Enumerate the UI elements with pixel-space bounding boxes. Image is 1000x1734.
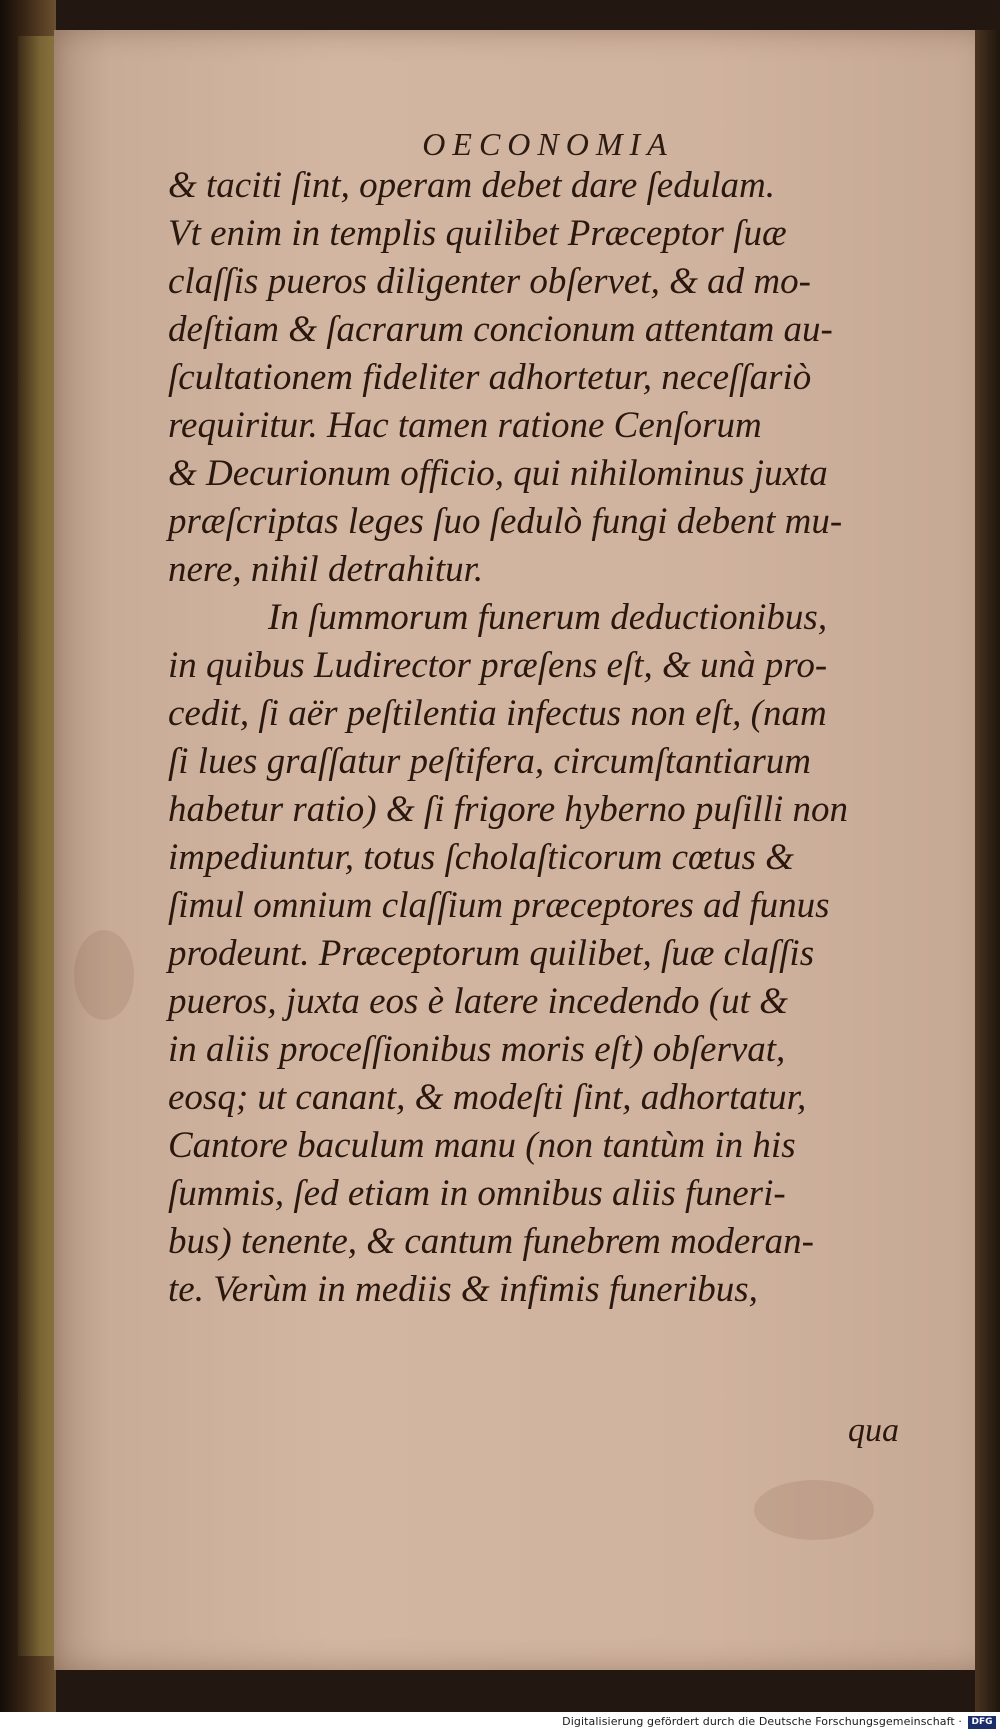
text-line: ſummis, ſed etiam in omnibus aliis funeri- (168, 1173, 786, 1214)
text-line: in aliis proceſſionibus moris eſt) obſervat, (168, 1029, 786, 1070)
page-right-edge (975, 30, 1000, 1712)
paper-stain (754, 1480, 874, 1540)
text-line: & Decurionum officio, qui nihilominus juxta (168, 453, 828, 494)
text-line: habetur ratio) & ſi frigore hyberno puſilli non (168, 789, 849, 830)
text-line: ſi lues graſſatur peſtifera, circumſtantiarum (168, 741, 812, 782)
dfg-logo: DFG (968, 1716, 996, 1729)
text-line: cedit, ſi aër peſtilentia infectus non eſt, (nam (168, 693, 827, 734)
text-line: requiritur. Hac tamen ratione Cenſorum (168, 405, 762, 446)
paper-stain (74, 930, 134, 1020)
text-line: Cantore baculum manu (non tantùm in his (168, 1125, 796, 1166)
text-line: eosq; ut canant, & modeſti ſint, adhortatur, (168, 1077, 807, 1118)
text-line: nere, nihil detrahitur. (168, 549, 484, 590)
text-line: & taciti ſint, operam debet dare ſedulam. (168, 165, 775, 206)
text-line: bus) tenente, & cantum funebrem moderan- (168, 1221, 814, 1262)
text-line: te. Verùm in mediis & infimis funeribus, (168, 1269, 758, 1310)
text-line: Vt enim in templis quilibet Præceptor ſuæ (168, 213, 787, 254)
text-line: deſtiam & ſacrarum concionum attentam au- (168, 309, 833, 350)
text-line: claſſis pueros diligenter obſervet, & ad mo- (168, 261, 811, 302)
funding-credit: Digitalisierung gefördert durch die Deutsche Forschungsgemeinschaft · (562, 1715, 962, 1728)
digitization-footer (0, 1712, 1000, 1734)
text-line: impediuntur, totus ſcholaſticorum cœtus & (168, 837, 794, 878)
text-line: In ſummorum funerum deductionibus, (268, 597, 828, 638)
text-line: in quibus Ludirector præſens eſt, & unà pro- (168, 645, 828, 686)
text-line: prodeunt. Præceptorum quilibet, ſuæ claſſis (168, 933, 815, 974)
text-line: ſimul omnium claſſium præceptores ad funus (168, 885, 830, 926)
running-head: OECONOMIA (422, 126, 674, 162)
catchword: qua (848, 1412, 899, 1449)
text-line: præſcriptas leges ſuo ſedulò fungi debent mu- (168, 501, 843, 542)
text-line: ſcultationem fideliter adhortetur, neceſſariò (168, 357, 812, 398)
text-line: pueros, juxta eos è latere incedendo (ut & (168, 981, 788, 1022)
